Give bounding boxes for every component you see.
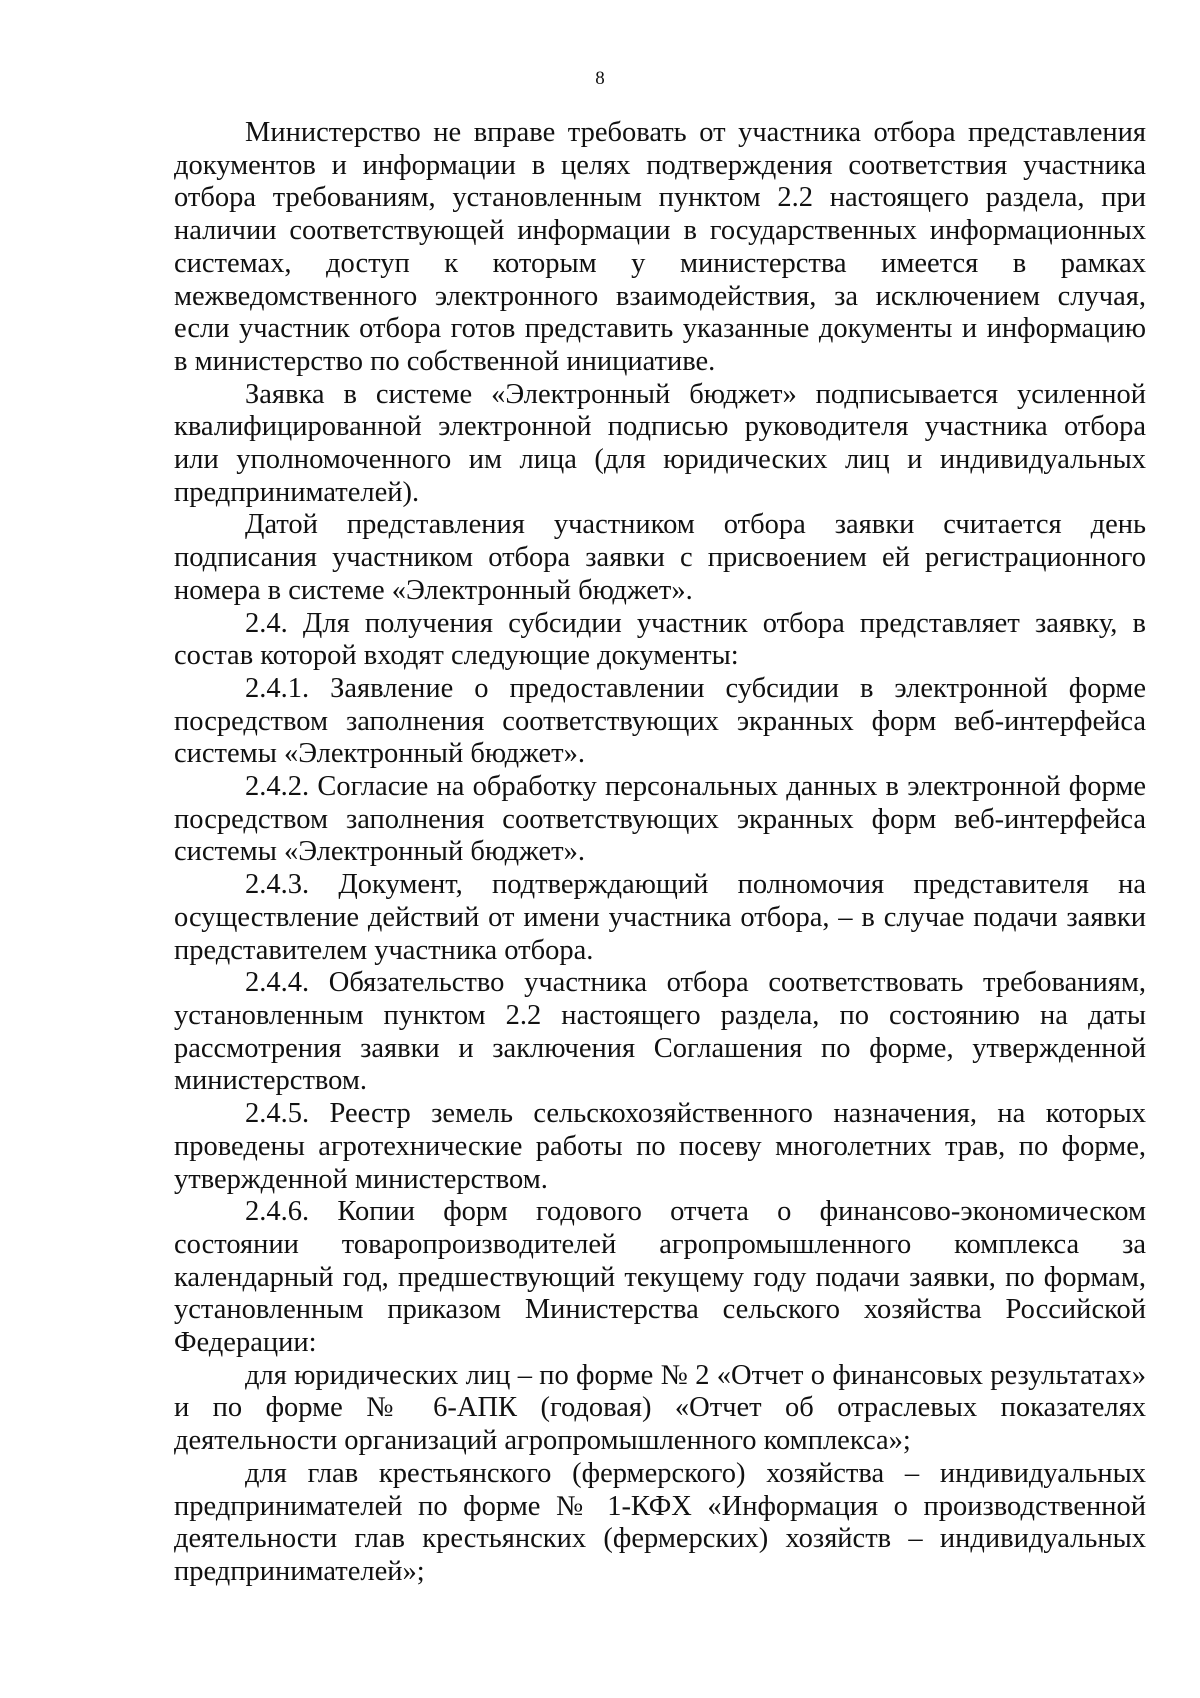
paragraph-farm-heads-forms: для глав крестьянского (фермерского) хозяйства – индивидуальных предпринимателей по форме № 1-КФХ «Информация о производственной деятельности глав крестьянских (фермерских) хозяйств – индивидуальных предпринимателей»; [174, 1457, 1146, 1587]
paragraph-section-2-4-5: 2.4.5. Реестр земель сельскохозяйственного назначения, на которых проведены агротехнические работы по посеву многолетних трав, по форме, утвержденной министерством. [174, 1098, 1146, 1195]
paragraph-section-2-4-1: 2.4.1. Заявление о предоставлении субсидии в электронной форме посредством заполнения соответствующих экранных форм веб-интерфейса системы «Электронный бюджет». [174, 672, 1146, 770]
paragraph-section-2-4-6: 2.4.6. Копии форм годового отчета о финансово-экономическом состоянии товаропроизводителей агропромышленного комплекса за календарный год, предшествующий текущему году подачи заявки, по формам, установленным приказом Министерства сельского хозяйства Российской Федерации: [174, 1196, 1146, 1359]
paragraph-section-2-4-3: 2.4.3. Документ, подтверждающий полномочия представителя на осуществление действий от имени участника отбора, – в случае подачи заявки представителем участника отбора. [174, 869, 1146, 966]
paragraph-submission-date: Датой представления участником отбора заявки считается день подписания участником отбора заявки с присвоением ей регистрационного номера в системе «Электронный бюджет». [174, 509, 1146, 606]
paragraph-ministry-documents: Министерство не вправе требовать от участника отбора представления документов и информации в целях подтверждения соответствия участника отбора требованиям, установленным пунктом 2.2 настоящего раздела, при наличии соответствующей информации в государственных информационных системах, доступ к которым у министерства имеется в рамках межведомственного электронного взаимодействия, за исключением случая, если участник отбора готов представить указанные документы и информацию в министерство по собственной инициативе. [174, 117, 1146, 377]
paragraph-section-2-4-2: 2.4.2. Согласие на обработку персональных данных в электронной форме посредством заполнения соответствующих экранных форм веб-интерфейса системы «Электронный бюджет». [174, 771, 1146, 868]
page-number: 8 [595, 68, 605, 89]
paragraph-application-signature: Заявка в системе «Электронный бюджет» подписывается усиленной квалифицированной электронной подписью руководителя участника отбора или уполномоченного им лица (для юридических лиц и индивидуальных предпринимателей). [174, 378, 1146, 508]
paragraph-section-2-4-4: 2.4.4. Обязательство участника отбора соответствовать требованиям, установленным пунктом 2.2 настоящего раздела, по состоянию на даты рассмотрения заявки и заключения Соглашения по форме, утвержденной министерством. [174, 967, 1146, 1097]
paragraph-legal-entities-forms: для юридических лиц – по форме № 2 «Отчет о финансовых результатах» и по форме № 6-АПК (годовая) «Отчет об отраслевых показателях деятельности организаций агропромышленного комплекса»; [174, 1359, 1146, 1457]
document-body [174, 117, 1146, 1589]
paragraph-section-2-4: 2.4. Для получения субсидии участник отбора представляет заявку, в состав которой входят следующие документы: [174, 607, 1146, 672]
